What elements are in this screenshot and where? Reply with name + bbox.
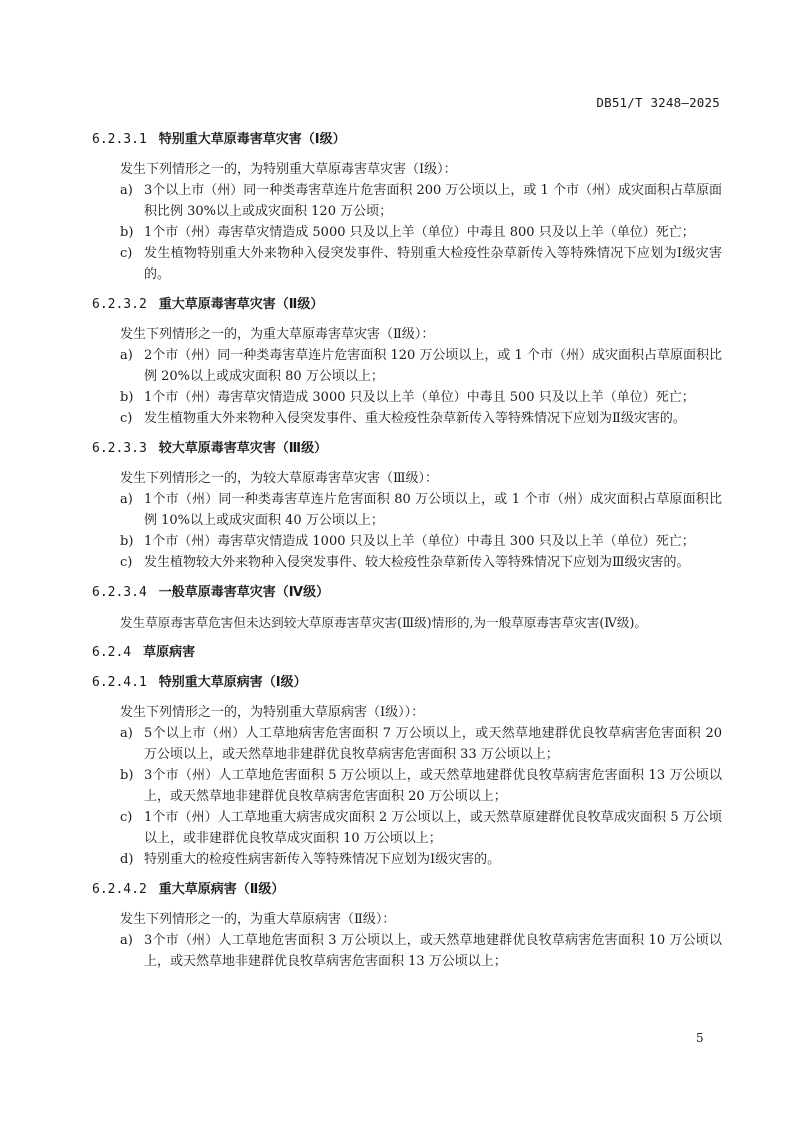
list-label: a): [120, 348, 133, 363]
section-intro: 发生下列情形之一的，为重大草原毒害草灾害（Ⅱ级）：: [120, 327, 435, 342]
section-number: 6.2.4.1: [92, 675, 147, 690]
criteria-list: [92, 930, 722, 972]
list-label: a): [120, 492, 133, 507]
list-item: [92, 180, 722, 222]
list-item: [92, 930, 722, 972]
section-intro: 发生下列情形之一的，为重大草原病害（Ⅱ级）：: [120, 912, 396, 927]
section-number: 6.2.4: [92, 645, 132, 660]
list-item: [92, 849, 722, 870]
list-item: [92, 222, 722, 243]
list-item: [92, 489, 722, 531]
list-label: b): [120, 225, 134, 240]
section-intro: 发生下列情形之一的，为较大草原毒害草灾害（Ⅲ级）：: [120, 471, 439, 486]
list-text: 3个市（州）人工草地危害面积 5 万公顷以上，或天然草地建群优良牧草病害危害面积 13 万公顷以上，或天然草地非建群优良牧草病害危害面积 20 万公顷以上；: [144, 768, 722, 804]
section-heading: [92, 583, 722, 603]
section-intro: 发生下列情形之一的，为特别重大草原病害（Ⅰ级））：: [120, 705, 425, 720]
list-item: [92, 765, 722, 807]
list-text: 1个市（州）毒害草灾情造成 3000 只及以上羊（单位）中毒且 500 只及以上羊（单位）死亡；: [144, 390, 695, 405]
list-item: [92, 552, 722, 573]
list-text: 1个市（州）毒害草灾情造成 1000 只及以上羊（单位）中毒且 300 只及以上羊（单位）死亡；: [144, 534, 695, 549]
section-number: 6.2.3.1: [92, 132, 147, 147]
list-text: 发生植物较大外来物种入侵突发事件、较大检疫性杂草新传入等特殊情况下应划为Ⅲ级灾害的。: [144, 555, 690, 570]
section-intro: 发生下列情形之一的，为特别重大草原毒害草灾害（Ⅰ级）：: [120, 162, 457, 177]
document-body: [92, 130, 722, 972]
section-number: 6.2.3.2: [92, 297, 147, 312]
section-6-2-3-3: [92, 439, 722, 573]
section-heading: [92, 130, 722, 150]
section-intro: 发生草原毒害草危害但未达到较大草原毒害草灾害(Ⅲ级)情形的,为一般草原毒害草灾害(Ⅳ级)。: [120, 615, 647, 630]
section-6-2-4-1: [92, 673, 722, 870]
section-heading: [92, 673, 722, 693]
criteria-list: [92, 723, 722, 870]
list-label: b): [120, 390, 134, 405]
list-item: [92, 345, 722, 387]
list-label: d): [120, 852, 134, 867]
list-text: 3个以上市（州）同一种类毒害草连片危害面积 200 万公顷以上，或 1 个市（州）成灾面积占草原面积比例 30%以上或成灾面积 120 万公顷；: [144, 183, 722, 219]
list-text: 1个市（州）人工草地重大病害成灾面积 2 万公顷以上，或天然草原建群优良牧草成灾面积 5 万公顷以上，或非建群优良牧草成灾面积 10 万公顷以上；: [144, 810, 722, 846]
section-heading: [92, 643, 722, 663]
section-heading: [92, 880, 722, 900]
section-number: 6.2.4.2: [92, 882, 147, 897]
section-6-2-3-2: [92, 295, 722, 429]
section-6-2-3-4: [92, 583, 722, 633]
section-number: 6.2.3.4: [92, 585, 147, 600]
criteria-list: [92, 180, 722, 285]
list-text: 发生植物特别重大外来物种入侵突发事件、特别重大检疫性杂草新传入等特殊情况下应划为Ⅰ级灾害的。: [144, 246, 722, 282]
criteria-list: [92, 489, 722, 573]
criteria-list: [92, 345, 722, 429]
section-title: 特别重大草原毒害草灾害（Ⅰ级）: [158, 132, 346, 147]
section-6-2-4-2: [92, 880, 722, 972]
list-label: c): [120, 246, 133, 261]
section-heading: [92, 295, 722, 315]
section-heading: [92, 439, 722, 459]
list-text: 1个市（州）同一种类毒害草连片危害面积 80 万公顷以上，或 1 个市（州）成灾面积占草原面积比例 10%以上或成灾面积 40 万公顷以上；: [144, 492, 722, 528]
list-label: c): [120, 810, 133, 825]
list-label: a): [120, 183, 133, 198]
list-text: 1个市（州）毒害草灾情造成 5000 只及以上羊（单位）中毒且 800 只及以上羊（单位）死亡；: [144, 225, 695, 240]
list-text: 发生植物重大外来物种入侵突发事件、重大检疫性杂草新传入等特殊情况下应划为Ⅱ级灾害的。: [144, 411, 686, 426]
list-item: [92, 807, 722, 849]
list-label: a): [120, 933, 133, 948]
section-title: 较大草原毒害草灾害（Ⅲ级）: [158, 441, 328, 456]
page-number: 5: [696, 1031, 704, 1045]
list-item: [92, 408, 722, 429]
section-number: 6.2.3.3: [92, 441, 147, 456]
list-label: b): [120, 534, 134, 549]
list-item: [92, 243, 722, 285]
list-item: [92, 531, 722, 552]
section-6-2-4: [92, 643, 722, 663]
list-label: c): [120, 411, 133, 426]
document-code: DB51/T 3248—2025: [596, 95, 720, 110]
section-title: 一般草原毒害草灾害（Ⅳ级）: [158, 585, 330, 600]
section-6-2-3-1: [92, 130, 722, 285]
list-text: 特别重大的检疫性病害新传入等特殊情况下应划为Ⅰ级灾害的。: [144, 852, 501, 867]
list-label: c): [120, 555, 133, 570]
list-item: [92, 723, 722, 765]
list-text: 5个以上市（州）人工草地病害危害面积 7 万公顷以上，或天然草地建群优良牧草病害危害面积 20 万公顷以上，或天然草地非建群优良牧草病害危害面积 33 万公顷以上；: [144, 726, 722, 762]
list-text: 3个市（州）人工草地危害面积 3 万公顷以上，或天然草地建群优良牧草病害危害面积 10 万公顷以上，或天然草地非建群优良牧草病害危害面积 13 万公顷以上；: [144, 933, 722, 969]
section-title: 重大草原病害（Ⅱ级）: [158, 882, 285, 897]
list-label: b): [120, 768, 134, 783]
list-label: a): [120, 726, 133, 741]
section-title: 特别重大草原病害（Ⅰ级）: [158, 675, 307, 690]
list-text: 2个市（州）同一种类毒害草连片危害面积 120 万公顷以上，或 1 个市（州）成灾面积占草原面积比例 20%以上或成灾面积 80 万公顷以上；: [144, 348, 722, 384]
section-title: 重大草原毒害草灾害（Ⅱ级）: [158, 297, 324, 312]
list-item: [92, 387, 722, 408]
section-title: 草原病害: [143, 645, 196, 660]
